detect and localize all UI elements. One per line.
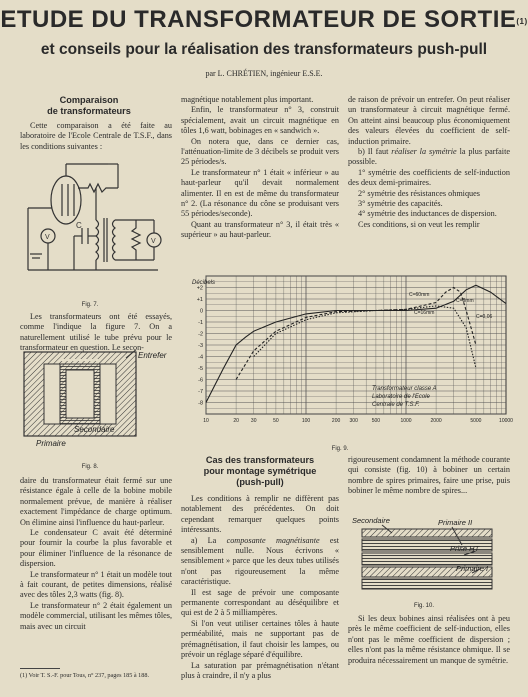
text-block: Cette comparaison a été faite au laboratoire de l'Ecole Centrale de T.S.F., dans les conditions suivantes :: [20, 121, 172, 151]
figure-7-circuit: [18, 158, 168, 300]
figure-8-core: [16, 350, 174, 450]
y-tick-label: +2: [196, 285, 203, 292]
figure-10-caption: Fig. 10.: [414, 603, 435, 609]
text-block: daire du transformateur était fermé sur une résistance égale à celle de la bobine mobile normalement prévue, de manière à réaliser exactement l'impédance de charge optimum. On élimine ainsi l'influence du haut-parleur. Le condensateur C avait été déterminé pour fournir la courbe la plus favorable et pour éliminer l'influence de la résonance de dispersion. Le transformateur n° 1 était un modèle tout à fait courant, de petites dimensions, réalisé avec des tôles 2,3 watts (fig. 8). Le transformateur n° 2 était également un modèle commercial, utilisant les mêmes tôles, mais avec un circuit: [20, 476, 172, 631]
y-tick-label: -1: [198, 320, 203, 326]
curve-annotation: C=16mm: [414, 310, 435, 316]
y-tick-label: -4: [198, 354, 203, 361]
text-block: Les transformateurs ont été essayés, comme l'indique la figure 7. On a naturellement utilisé le tube prévu pour le transformateur en question. Le secon-: [20, 312, 172, 353]
y-tick-label: -3: [198, 343, 203, 349]
footnote-rule: [20, 668, 60, 669]
page-subtitle: et conseils pour la réalisation des transformateurs push-pull: [40, 41, 488, 58]
text-block: Si les deux bobines ainsi réalisées ont à peu près le même coefficient de self-induction, elles n'ont pas le même coefficient de dispersion ; elles n'ont pas la même résistance ohmique. Il se produira nécessairement un manque de symétrie.: [348, 614, 510, 665]
y-tick-label: -5: [198, 366, 203, 372]
x-tick-label: 2000: [430, 418, 442, 424]
x-tick-label: 30: [250, 418, 257, 424]
x-tick-label: 50: [273, 418, 279, 424]
curve-annotation: C=60mm: [409, 292, 430, 298]
y-tick-label: 0: [199, 308, 203, 315]
meter-label: V: [151, 238, 156, 245]
x-tick-label: 20: [233, 418, 239, 424]
x-tick-label: 1000: [400, 418, 412, 424]
text-block: rigoureusement condamnent la méthode courante qui consiste (fig. 10) à bobiner un certain nombre de spires primaires, faire une prise, puis bobiner le même nombre de spires...: [348, 455, 510, 496]
x-tick-label: 200: [331, 418, 341, 424]
chart-legend-line3: Centrale de T.S.F.: [372, 402, 420, 408]
series-line: [254, 306, 476, 368]
curve-annotation: C=8mm: [456, 298, 474, 304]
y-tick-label: -8: [198, 400, 203, 407]
primaire-label: Primaire: [36, 439, 66, 448]
primaire-2-label: Primaire II: [438, 518, 473, 527]
figure-10-winding: [352, 515, 510, 611]
x-tick-label: 500: [371, 418, 381, 424]
chart-legend-line1: Transformateur classe A: [372, 386, 437, 392]
prise-ht-label: Prise HT: [450, 544, 480, 553]
voltmeter-label: V: [45, 234, 50, 241]
chart-legend-line2: Laboratoire de l'Ecole: [372, 394, 430, 400]
curve-annotation: C=0,06: [476, 314, 493, 320]
primaire-1-label: Primaire I: [456, 564, 489, 573]
figure-8-caption: Fig. 8.: [81, 464, 99, 470]
x-tick-label: 10: [203, 418, 209, 424]
figure-9-chart: [176, 264, 514, 432]
text-block: Les conditions à remplir ne diffèrent pas notablement des précédentes. On doit cependant remarquer quelques points intéressants. a) La composante magnétisante est sensiblement nulle. Nous écrivons « sensiblement » parce que les deux tubes utilisés n'ont pas rigoureusement la même caractéristique. Il est sage de prévoir une composante permanente correspondant au déséquilibre et qui est de 2 à 5 milliampères. Si l'on veut utiliser certaines tôles à haute perméabilité, mais ne supportant pas de prémagnétisation, il faut choisir les lampes, ou prévoir un réglage séparé d'équilibre. La saturation par prémagnétisation n'étant plus à craindre, il n'y a plus: [181, 494, 339, 680]
page-title: ETUDE DU TRANSFORMATEUR DE SORTIE$^{(1)}$: [0, 6, 528, 33]
author-line: par L. CHRÉTIEN, ingénieur E.S.E.: [205, 69, 323, 78]
x-tick-label: 5000: [470, 418, 482, 424]
capacitor-label: C: [76, 221, 82, 230]
secondaire-label: Secondaire: [352, 516, 390, 525]
figure-9-caption: Fig. 9.: [331, 446, 349, 452]
text-block: de raison de prévoir un entrefer. On peut réaliser un transformateur à circuit magnétique fermé. On atteint ainsi beaucoup plus économiquement des valeurs élevées du coefficient de self-induction primaire. b) Il faut réaliser la symétrie la plus parfaite possible. 1° symétrie des coefficients de self-induction des deux demi-primaires. 2° symétrie des résistances ohmiques 3° symétrie des capacités. 4° symétrie des inductances de dispersion. Ces conditions, si on veut les remplir: [348, 95, 510, 229]
title-footnote-mark: (1): [516, 17, 528, 26]
y-tick-label: -2: [198, 331, 203, 338]
y-tick-label: -7: [198, 389, 203, 395]
x-tick-label: 10000: [499, 418, 513, 424]
y-tick-label: +1: [196, 297, 203, 303]
secondaire-label: Secondaire: [74, 425, 115, 434]
section-heading-comparaison: Comparaison de transformateurs: [47, 95, 131, 116]
y-axis-label: Décibels: [192, 280, 216, 286]
figure-7-caption: Fig. 7.: [81, 302, 99, 308]
entrefer-label: Entrefer: [138, 351, 167, 360]
section-heading-push-pull: Cas des transformateurs pour montage symétrique (push-pull): [203, 455, 317, 487]
x-tick-label: 300: [349, 418, 358, 424]
y-tick-label: -6: [198, 377, 203, 384]
footnote: (1) Voir T. S.-F. pour Tous, n° 237, pages 185 à 188.: [20, 672, 150, 679]
text-block: magnétique notablement plus important. Enfin, le transformateur n° 3, construit spécialement, avait un circuit magnétique en tôles 1,6 watt, bobinages en « sandwich ». On notera que, dans ce dernier cas, l'atténuation-limite de 3 décibels se produit vers 25 périodes/s. Le transformateur n° 1 était « inférieur » au haut-parleur qu'il devait normalement alimenter. Il en est de même du transformateur n° 2. (La résonance du cône se produisant vers 55 périodes/seconde). Quant au transformateur n° 3, il était très « supérieur » au haut-parleur.: [181, 95, 339, 240]
x-tick-label: 100: [301, 418, 311, 424]
